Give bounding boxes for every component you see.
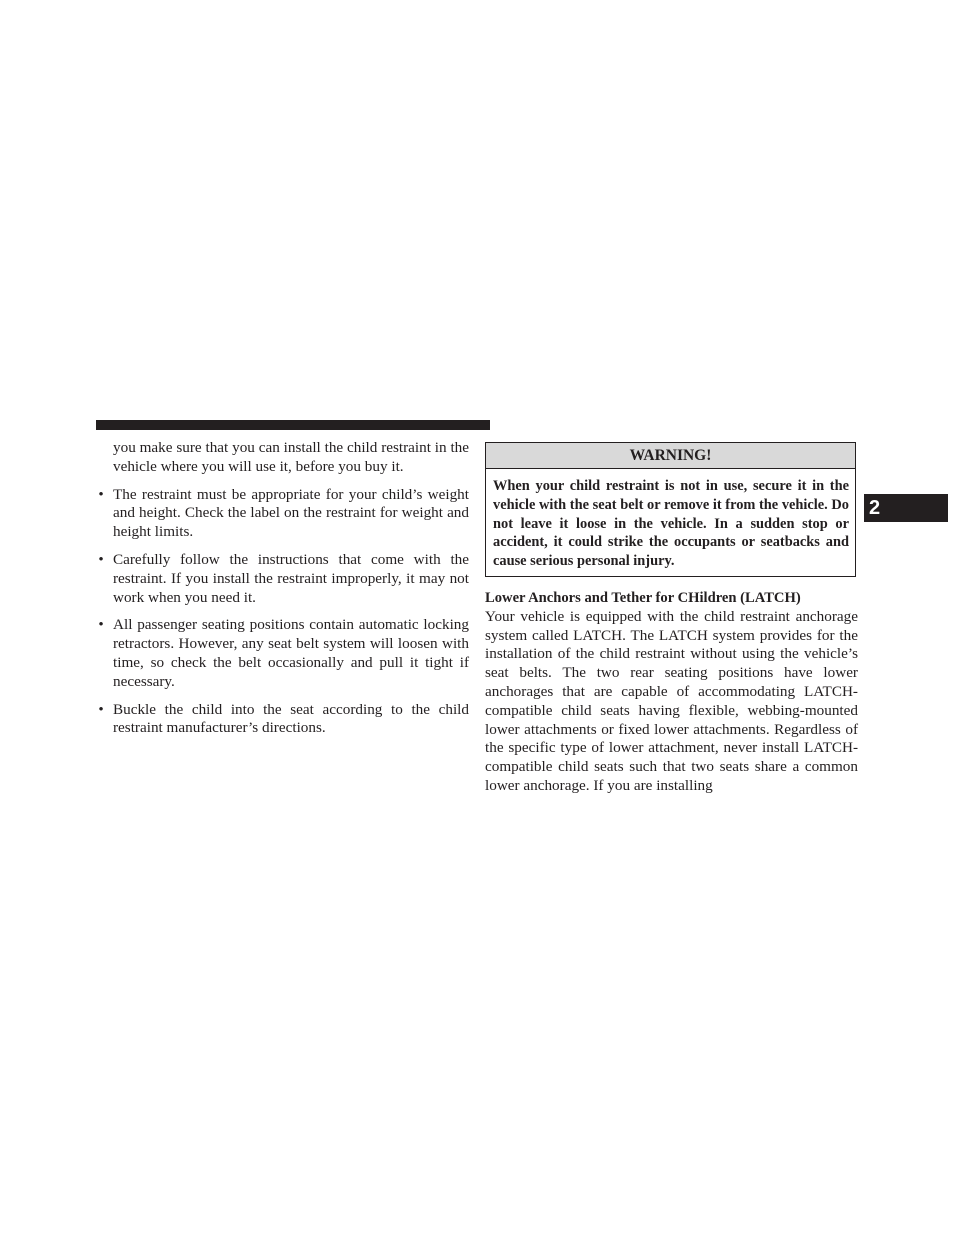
section-heading: Lower Anchors and Tether for CHildren (LATCH) <box>485 590 801 606</box>
section-body: Your vehicle is equipped with the child restraint anchorage system called LATCH. The LATCH system provides for the installation of the child restraint without using the vehicle’s seat belts. The two rear seating positions have lower anchorages that are capable of accommodating LATCH-compatible child seats having flexible, webbing-mounted lower attachments or fixed lower attachments. Regardless of the specific type of lower attachment, never install LATCH-compatible child seats such that two seats share a common lower anchorage. If you are installing <box>485 607 858 794</box>
bullet-icon: • <box>98 700 104 718</box>
chapter-tab: 2 <box>864 494 948 522</box>
continuation-paragraph: you make sure that you can install the child restraint in the vehicle where you will use it, before you buy it. <box>113 439 469 475</box>
bullet-item <box>96 486 469 542</box>
top-rule <box>96 420 490 430</box>
warning-title: WARNING! <box>486 443 855 469</box>
bullet-icon: • <box>98 550 104 568</box>
warning-box <box>485 442 856 577</box>
warning-text: When your child restraint is not in use, secure it in the vehicle with the seat belt or remove it from the vehicle. Do not leave it loose in the vehicle. In a sudden stop or accident, it could strike the occupants or seatbacks and cause serious personal injury. <box>493 478 849 570</box>
bullet-item <box>96 551 469 607</box>
bullet-text: All passenger seating positions contain automatic locking retractors. However, any seat belt system will loosen with time, so check the belt occasionally and pull it tight if necessary. <box>113 616 469 690</box>
right-column <box>485 589 858 796</box>
bullet-icon: • <box>98 616 104 634</box>
bullet-text: The restraint must be appropriate for your child’s weight and height. Check the label on the restraint for weight and height limits. <box>113 485 469 541</box>
bullet-item <box>96 616 469 691</box>
left-column <box>96 439 469 747</box>
bullet-text: Buckle the child into the seat according to the child restraint manufacturer’s directions. <box>113 700 469 737</box>
bullet-text: Carefully follow the instructions that come with the restraint. If you install the restraint improperly, it may not work when you need it. <box>113 550 469 606</box>
bullet-icon: • <box>98 485 104 503</box>
bullet-item <box>96 701 469 739</box>
